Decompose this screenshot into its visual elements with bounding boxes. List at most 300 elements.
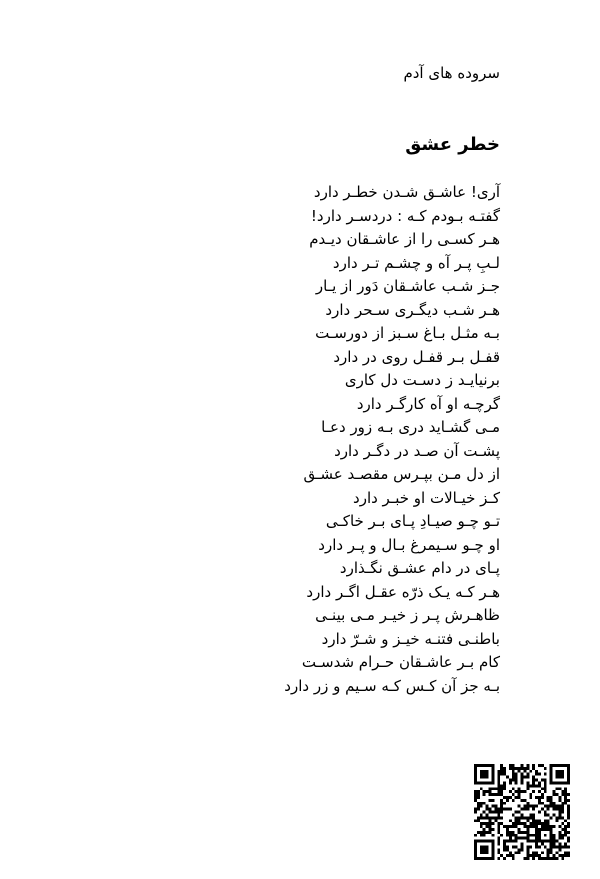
qr-module: [509, 796, 512, 799]
poem-line: گفتـه بـودم کـه : دردسـر دارد!: [310, 206, 500, 225]
qr-module: [509, 767, 512, 770]
qr-module: [567, 854, 570, 857]
qr-module: [483, 828, 486, 831]
qr-module: [506, 840, 509, 843]
qr-module: [509, 764, 512, 767]
qr-module: [532, 767, 535, 770]
qr-module: [558, 805, 561, 808]
qr-module: [521, 845, 524, 848]
qr-module: [474, 843, 477, 846]
qr-module: [509, 840, 512, 843]
qr-module: [474, 808, 477, 811]
qr-module: [544, 787, 547, 790]
qr-module: [547, 851, 550, 854]
qr-module: [538, 837, 541, 840]
qr-module: [474, 764, 477, 767]
qr-module: [544, 773, 547, 776]
qr-module: [532, 822, 535, 825]
qr-module: [538, 802, 541, 805]
qr-module: [535, 779, 538, 782]
qr-module: [526, 776, 529, 779]
qr-module: [480, 787, 483, 790]
qr-module: [564, 790, 567, 793]
qr-module: [480, 770, 483, 773]
qr-module: [550, 796, 553, 799]
qr-module: [550, 857, 553, 860]
qr-module: [497, 828, 500, 831]
qr-module: [526, 787, 529, 790]
qr-module: [486, 822, 489, 825]
qr-module: [521, 790, 524, 793]
qr-module: [538, 840, 541, 843]
qr-module: [500, 773, 503, 776]
qr-module: [489, 828, 492, 831]
poem-line: بـه جز آن کـس کـه سـیم و زر دارد: [284, 676, 500, 695]
qr-module: [486, 773, 489, 776]
qr-module: [558, 831, 561, 834]
qr-module: [535, 843, 538, 846]
qr-module: [555, 781, 558, 784]
qr-module: [550, 848, 553, 851]
qr-module: [561, 770, 564, 773]
qr-module: [538, 834, 541, 837]
qr-module: [477, 796, 480, 799]
qr-module: [515, 796, 518, 799]
qr-module: [529, 834, 532, 837]
qr-module: [497, 840, 500, 843]
qr-module: [500, 787, 503, 790]
qr-module: [491, 851, 494, 854]
qr-module: [497, 784, 500, 787]
qr-module: [526, 764, 529, 767]
qr-module: [491, 781, 494, 784]
qr-module: [521, 779, 524, 782]
qr-module: [526, 831, 529, 834]
qr-module: [509, 781, 512, 784]
qr-module: [518, 793, 521, 796]
qr-module: [515, 845, 518, 848]
qr-module: [523, 825, 526, 828]
qr-module: [491, 857, 494, 860]
qr-module: [550, 770, 553, 773]
qr-module: [483, 770, 486, 773]
qr-module: [480, 816, 483, 819]
qr-module: [503, 843, 506, 846]
qr-module: [541, 843, 544, 846]
qr-module: [544, 828, 547, 831]
qr-module: [477, 816, 480, 819]
qr-module: [500, 822, 503, 825]
qr-module: [477, 781, 480, 784]
qr-module: [509, 779, 512, 782]
qr-module: [474, 840, 477, 843]
qr-module: [567, 837, 570, 840]
qr-module: [541, 793, 544, 796]
qr-module: [477, 808, 480, 811]
qr-module: [503, 767, 506, 770]
qr-module: [489, 811, 492, 814]
poem-title: خطر عشق: [405, 134, 500, 155]
qr-module: [555, 793, 558, 796]
qr-module: [518, 851, 521, 854]
qr-module: [491, 773, 494, 776]
qr-module: [512, 840, 515, 843]
qr-module: [521, 773, 524, 776]
qr-module: [535, 819, 538, 822]
qr-module: [486, 840, 489, 843]
qr-module: [555, 840, 558, 843]
qr-module: [526, 825, 529, 828]
qr-module: [489, 808, 492, 811]
qr-module: [491, 854, 494, 857]
qr-module: [567, 779, 570, 782]
qr-module: [480, 840, 483, 843]
qr-module: [500, 770, 503, 773]
qr-module: [564, 845, 567, 848]
qr-module: [550, 840, 553, 843]
qr-module: [491, 822, 494, 825]
qr-module: [500, 790, 503, 793]
qr-module: [555, 819, 558, 822]
qr-module: [480, 848, 483, 851]
qr-module: [503, 796, 506, 799]
qr-module: [532, 825, 535, 828]
qr-module: [564, 828, 567, 831]
qr-module: [509, 825, 512, 828]
qr-module: [564, 793, 567, 796]
qr-module: [541, 787, 544, 790]
qr-module: [512, 822, 515, 825]
qr-module: [509, 837, 512, 840]
qr-module: [547, 805, 550, 808]
qr-module: [497, 779, 500, 782]
qr-module: [523, 767, 526, 770]
qr-module: [474, 845, 477, 848]
qr-module: [477, 857, 480, 860]
qr-module: [474, 854, 477, 857]
qr-module: [500, 767, 503, 770]
qr-module: [538, 857, 541, 860]
qr-module: [500, 784, 503, 787]
qr-module: [474, 819, 477, 822]
qr-module: [477, 764, 480, 767]
qr-module: [518, 787, 521, 790]
qr-module: [541, 764, 544, 767]
qr-module: [523, 799, 526, 802]
qr-module: [526, 784, 529, 787]
qr-module: [553, 764, 556, 767]
qr-module: [558, 781, 561, 784]
qr-module: [480, 851, 483, 854]
qr-module: [529, 825, 532, 828]
qr-module: [523, 831, 526, 834]
qr-module: [538, 828, 541, 831]
qr-module: [550, 828, 553, 831]
qr-module: [553, 843, 556, 846]
qr-module: [483, 802, 486, 805]
qr-module: [555, 816, 558, 819]
qr-module: [555, 770, 558, 773]
qr-module: [497, 831, 500, 834]
qr-module: [532, 819, 535, 822]
qr-module: [474, 851, 477, 854]
qr-module: [512, 845, 515, 848]
qr-module: [564, 825, 567, 828]
qr-module: [523, 808, 526, 811]
qr-module: [567, 781, 570, 784]
qr-module: [506, 796, 509, 799]
qr-module: [529, 822, 532, 825]
qr-module: [509, 854, 512, 857]
qr-module: [523, 857, 526, 860]
qr-module: [480, 834, 483, 837]
qr-module: [483, 764, 486, 767]
qr-module: [544, 811, 547, 814]
qr-module: [515, 851, 518, 854]
qr-module: [567, 825, 570, 828]
qr-module: [480, 845, 483, 848]
qr-module: [544, 790, 547, 793]
qr-module: [477, 819, 480, 822]
qr-module: [497, 793, 500, 796]
qr-module: [474, 793, 477, 796]
qr-module: [509, 834, 512, 837]
qr-module: [532, 840, 535, 843]
qr-module: [550, 805, 553, 808]
qr-module: [474, 773, 477, 776]
qr-module: [518, 796, 521, 799]
qr-module: [532, 813, 535, 816]
qr-module: [564, 796, 567, 799]
qr-module: [503, 848, 506, 851]
qr-module: [558, 837, 561, 840]
qr-module: [526, 840, 529, 843]
qr-module: [521, 848, 524, 851]
qr-module: [561, 857, 564, 860]
qr-module: [474, 848, 477, 851]
qr-module: [503, 857, 506, 860]
qr-module: [483, 845, 486, 848]
qr-module: [567, 776, 570, 779]
qr-module: [535, 854, 538, 857]
qr-module: [564, 854, 567, 857]
qr-module: [497, 857, 500, 860]
qr-module: [515, 840, 518, 843]
qr-module: [535, 805, 538, 808]
qr-module: [491, 840, 494, 843]
qr-module: [497, 822, 500, 825]
qr-module: [489, 793, 492, 796]
qr-module: [486, 816, 489, 819]
qr-module: [491, 779, 494, 782]
qr-module: [497, 813, 500, 816]
qr-module: [503, 808, 506, 811]
qr-module: [503, 802, 506, 805]
qr-module: [564, 843, 567, 846]
qr-module: [512, 825, 515, 828]
qr-module: [544, 834, 547, 837]
qr-module: [500, 799, 503, 802]
qr-module: [544, 822, 547, 825]
qr-module: [550, 834, 553, 837]
qr-module: [494, 819, 497, 822]
qr-module: [561, 837, 564, 840]
qr-module: [538, 796, 541, 799]
qr-module: [553, 808, 556, 811]
qr-module: [553, 840, 556, 843]
qr-module: [474, 776, 477, 779]
qr-module: [550, 845, 553, 848]
qr-module: [486, 857, 489, 860]
qr-module: [561, 854, 564, 857]
qr-module: [564, 799, 567, 802]
qr-module: [553, 802, 556, 805]
qr-module: [567, 793, 570, 796]
qr-module: [486, 776, 489, 779]
qr-module: [474, 770, 477, 773]
qr-module: [512, 764, 515, 767]
qr-module: [486, 805, 489, 808]
qr-module: [558, 808, 561, 811]
qr-module: [477, 793, 480, 796]
qr-module: [561, 773, 564, 776]
qr-module: [491, 776, 494, 779]
qr-module: [526, 828, 529, 831]
qr-module: [550, 843, 553, 846]
qr-module: [526, 834, 529, 837]
qr-module: [506, 854, 509, 857]
qr-module: [483, 831, 486, 834]
qr-module: [515, 779, 518, 782]
qr-module: [489, 819, 492, 822]
qr-module: [489, 790, 492, 793]
qr-module: [553, 805, 556, 808]
qr-module: [553, 837, 556, 840]
qr-module: [474, 767, 477, 770]
poem-line: کـز خیـالات او خبـر دارد: [353, 488, 500, 507]
qr-module: [547, 854, 550, 857]
qr-module: [486, 851, 489, 854]
qr-module: [538, 831, 541, 834]
qr-module: [541, 802, 544, 805]
qr-module: [497, 811, 500, 814]
qr-module: [483, 790, 486, 793]
qr-module: [503, 781, 506, 784]
qr-module: [500, 793, 503, 796]
qr-module: [547, 840, 550, 843]
qr-module: [564, 781, 567, 784]
qr-module: [494, 805, 497, 808]
qr-module: [529, 770, 532, 773]
qr-module: [474, 811, 477, 814]
qr-module: [529, 816, 532, 819]
qr-module: [555, 857, 558, 860]
qr-module: [561, 805, 564, 808]
qr-module: [489, 822, 492, 825]
qr-module: [547, 848, 550, 851]
qr-module: [512, 813, 515, 816]
qr-module: [491, 764, 494, 767]
qr-module: [483, 857, 486, 860]
qr-module: [541, 808, 544, 811]
qr-module: [480, 773, 483, 776]
qr-module: [521, 813, 524, 816]
qr-module: [512, 799, 515, 802]
poem-line: باطنـی فتنـه خیـز و شـرّ دارد: [321, 629, 500, 648]
qr-code-icon: [474, 764, 570, 860]
qr-module: [483, 822, 486, 825]
qr-module: [535, 831, 538, 834]
poem-line: از دل مـن بپـرس مقصـد عشـق: [303, 465, 500, 483]
qr-module: [526, 773, 529, 776]
qr-module: [500, 802, 503, 805]
qr-module: [518, 770, 521, 773]
qr-module: [494, 816, 497, 819]
qr-module: [567, 816, 570, 819]
qr-module: [544, 857, 547, 860]
qr-module: [526, 845, 529, 848]
poem-body: [284, 181, 500, 698]
qr-module: [518, 831, 521, 834]
qr-module: [518, 816, 521, 819]
qr-module: [544, 784, 547, 787]
qr-module: [532, 764, 535, 767]
qr-module: [561, 793, 564, 796]
qr-module: [564, 764, 567, 767]
qr-module: [561, 816, 564, 819]
qr-module: [561, 822, 564, 825]
qr-module: [532, 790, 535, 793]
qr-module: [558, 811, 561, 814]
qr-module: [512, 770, 515, 773]
qr-module: [555, 764, 558, 767]
qr-module: [564, 802, 567, 805]
qr-module: [532, 784, 535, 787]
qr-module: [538, 854, 541, 857]
qr-module: [538, 819, 541, 822]
qr-module: [550, 802, 553, 805]
qr-module: [544, 845, 547, 848]
qr-module: [555, 773, 558, 776]
qr-module: [489, 799, 492, 802]
qr-module: [567, 764, 570, 767]
qr-module: [538, 845, 541, 848]
qr-module: [489, 825, 492, 828]
qr-module: [509, 808, 512, 811]
qr-module: [561, 776, 564, 779]
qr-module: [515, 781, 518, 784]
qr-module: [555, 845, 558, 848]
qr-module: [480, 822, 483, 825]
qr-module: [486, 848, 489, 851]
qr-module: [532, 808, 535, 811]
qr-module: [529, 805, 532, 808]
qr-module: [550, 767, 553, 770]
qr-module: [558, 843, 561, 846]
qr-module: [526, 819, 529, 822]
qr-module: [538, 764, 541, 767]
qr-module: [541, 857, 544, 860]
qr-module: [486, 764, 489, 767]
qr-module: [532, 851, 535, 854]
qr-module: [532, 816, 535, 819]
qr-module: [561, 834, 564, 837]
qr-module: [521, 822, 524, 825]
qr-module: [535, 822, 538, 825]
qr-module: [529, 854, 532, 857]
qr-module: [483, 793, 486, 796]
qr-module: [553, 793, 556, 796]
